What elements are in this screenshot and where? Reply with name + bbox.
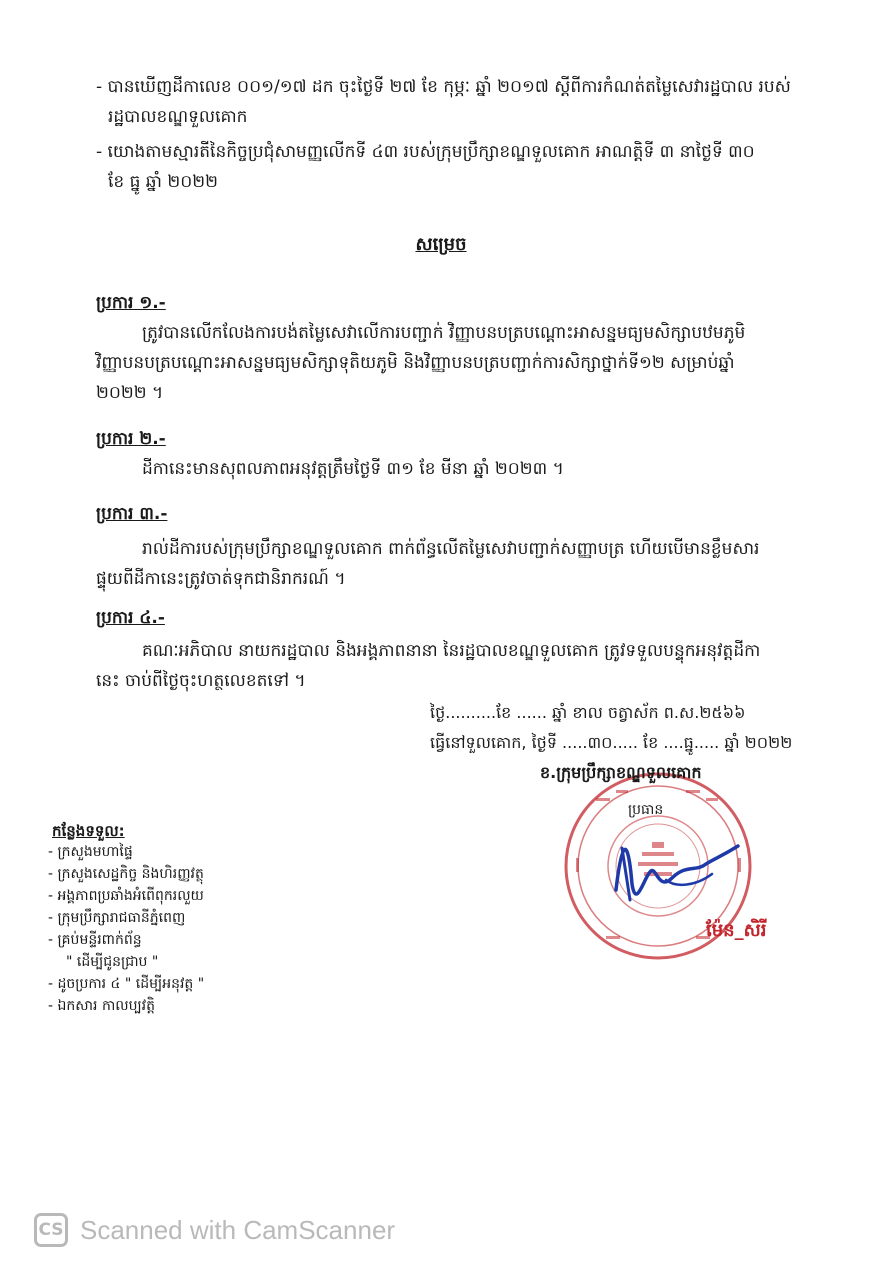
cc-heading: កន្លែងទទួល: <box>52 822 125 840</box>
article-text: ២០២២ ។ <box>96 383 164 403</box>
article-text: នេះ ចាប់ពីថ្ងៃចុះហត្ថលេខតទៅ ។ <box>96 671 306 691</box>
article-heading: ប្រការ ១.- <box>96 293 166 313</box>
cc-item: - ក្រុមប្រឹក្សារាជធានីភ្នំពេញ <box>48 910 186 926</box>
cc-item: - ដូចប្រការ ៤ " ដើម្បីអនុវត្ត " <box>48 976 205 992</box>
article-text: ដីកានេះមានសុពលភាពអនុវត្តត្រឹមថ្ងៃទី ៣១ ខែ មីនា ឆ្នាំ ២០២៣ ។ <box>142 459 564 479</box>
camscanner-logo-icon: CS <box>34 1213 68 1247</box>
cc-item: - អង្គភាពប្រឆាំងអំពើពុករលួយ <box>48 888 204 904</box>
cc-item: - ក្រសួងសេដ្ឋកិច្ច និងហិរញ្ញវត្ថុ <box>48 866 204 882</box>
article-text: ត្រូវបានលើកលែងការបង់តម្លៃសេវាលើការបញ្ជាក់ វិញ្ញាបនបត្របណ្តោះអាសន្នមធ្យមសិក្សាបឋមភូមិ <box>142 323 746 343</box>
preamble-line: - យោងតាមស្មារតីនៃកិច្ចប្រជុំសាមញ្ញលើកទី ៤៣ របស់ក្រុមប្រឹក្សាខណ្ឌទួលគោក អាណត្តិទី ៣ នាថ្ងៃទី ៣០ <box>96 142 755 162</box>
preamble-line: ខែ ធ្នូ ឆ្នាំ ២០២២ <box>108 172 219 192</box>
issuing-council: ខ.ក្រុមប្រឹក្សាខណ្ឌទួលគោក <box>540 763 702 782</box>
article-text: រាល់ដីការបស់ក្រុមប្រឹក្សាខណ្ឌទួលគោក ពាក់ព័ន្ធលើតម្លៃសេវាបញ្ជាក់សញ្ញាបត្រ ហើយបើមានខ្លឹមសារ <box>142 539 760 559</box>
signatory-name: ម៉ែន_សិរី <box>706 920 767 941</box>
article-text: គណៈអភិបាល នាយករដ្ឋបាល និងអង្គភាពនានា នៃរដ្ឋបាលខណ្ឌទួលគោក ត្រូវទទួលបន្ទុកអនុវត្តដីកា <box>142 641 761 661</box>
cc-item: - ក្រសួងមហាផ្ទៃ <box>48 844 133 860</box>
cc-subnote: " ដើម្បីជូនជ្រាប " <box>66 954 159 970</box>
document-title: សម្រេច <box>415 234 467 255</box>
article-heading: ប្រការ ៣.- <box>96 504 168 524</box>
article-heading: ប្រការ ៤.- <box>96 608 165 628</box>
watermark-text: Scanned with CamScanner <box>80 1214 396 1245</box>
date-lunar: ថ្ងៃ..........ខែ ...... ឆ្នាំ ខាល ចត្វាស័ក ព.ស.២៥៦៦ <box>430 703 746 722</box>
date-solar: ធ្វើនៅទួលគោក, ថ្ងៃទី .....៣០..... ខែ ....ធ្នូ..... ឆ្នាំ ២០២២ <box>430 733 793 752</box>
preamble-line: រដ្ឋបាលខណ្ឌទួលគោក <box>108 107 248 127</box>
chairperson-title: ប្រធាន <box>628 802 664 818</box>
article-heading: ប្រការ ២.- <box>96 429 166 449</box>
article-text: ផ្ទុយពីដីកានេះត្រូវចាត់ទុកជានិរាករណ៍ ។ <box>96 569 346 589</box>
article-text: វិញ្ញាបនបត្របណ្តោះអាសន្នមធ្យមសិក្សាទុតិយភូមិ និងវិញ្ញាបនបត្របញ្ជាក់ការសិក្សាថ្នាក់ទី១២ សម្រាប់ឆ្នាំ <box>96 353 735 373</box>
cc-item: - គ្រប់មន្ទីរពាក់ព័ន្ធ <box>48 932 142 948</box>
cc-item: - ឯកសារ កាលប្បវត្តិ <box>48 998 155 1014</box>
preamble-line: - បានឃើញដីកាលេខ ០០១/១៧ ដក ចុះថ្ងៃទី ២៧ ខែ កុម្ភៈ ឆ្នាំ ២០១៧ ស្តីពីការកំណត់តម្លៃសេវារដ្ឋបាល របស់ <box>96 77 791 97</box>
camscanner-watermark <box>34 1208 395 1252</box>
